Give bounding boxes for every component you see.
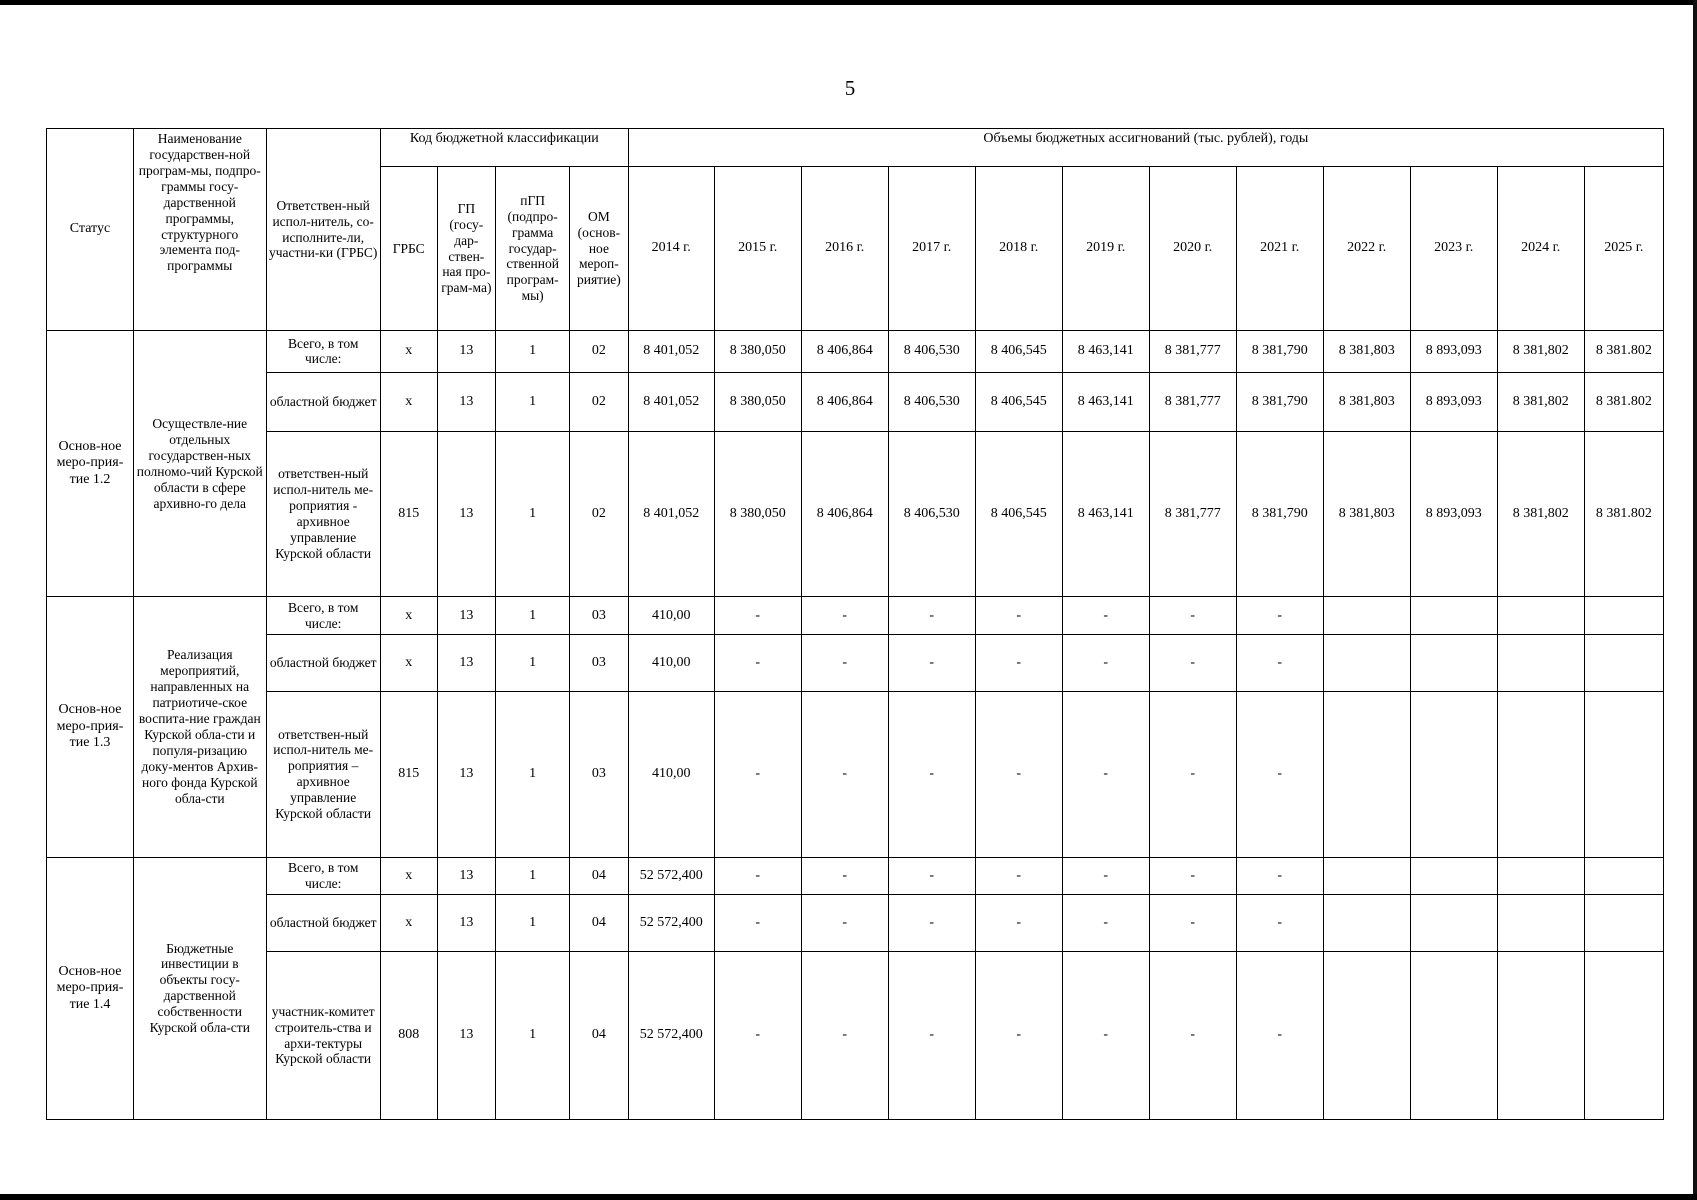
table-row: [47, 895, 1664, 952]
value-cell: [1584, 597, 1663, 635]
value-cell: 8 401,052: [628, 431, 714, 597]
value-cell: 8 381.802: [1584, 431, 1663, 597]
value-cell: [1323, 857, 1410, 895]
value-cell: 8 401,052: [628, 372, 714, 431]
value-cell: 8 893,093: [1410, 331, 1497, 373]
value-cell: 8 381,802: [1497, 331, 1584, 373]
header-year: 2018 г.: [975, 167, 1062, 331]
gp-cell: 13: [437, 952, 496, 1120]
header-year: 2019 г.: [1062, 167, 1149, 331]
value-cell: -: [1236, 952, 1323, 1120]
table-row: [47, 431, 1664, 597]
executor-cell: ответствен-ный испол-нитель ме-роприятия - архивное управление Курской области: [266, 431, 380, 597]
gp-cell: 13: [437, 331, 496, 373]
value-cell: [1584, 635, 1663, 692]
value-cell: -: [1062, 635, 1149, 692]
value-cell: 8 406,864: [801, 431, 888, 597]
table-row: [47, 372, 1664, 431]
header-executor: Ответствен-ный испол-нитель, со-исполните-ли, участни-ки (ГРБС): [266, 129, 380, 331]
value-cell: -: [888, 597, 975, 635]
om-cell: 04: [570, 857, 629, 895]
value-cell: -: [714, 691, 801, 857]
table-row: [47, 331, 1664, 373]
grbs-cell: х: [380, 857, 437, 895]
gp-cell: 13: [437, 597, 496, 635]
om-cell: 03: [570, 597, 629, 635]
value-cell: [1584, 857, 1663, 895]
value-cell: -: [975, 857, 1062, 895]
om-cell: 03: [570, 635, 629, 692]
value-cell: 8 463,141: [1062, 331, 1149, 373]
value-cell: 8 381,790: [1236, 331, 1323, 373]
value-cell: 8 893,093: [1410, 372, 1497, 431]
grbs-cell: х: [380, 597, 437, 635]
value-cell: -: [975, 952, 1062, 1120]
value-cell: [1323, 691, 1410, 857]
page-number: 5: [844, 76, 856, 100]
pgp-cell: 1: [496, 857, 570, 895]
gp-cell: 13: [437, 431, 496, 597]
value-cell: 410,00: [628, 597, 714, 635]
value-cell: 8 381,790: [1236, 431, 1323, 597]
header-om: ОМ (основ-ное мероп-риятие): [570, 167, 629, 331]
value-cell: -: [975, 597, 1062, 635]
pgp-cell: 1: [496, 372, 570, 431]
scan-edge-right: [1693, 0, 1697, 1200]
value-cell: -: [888, 635, 975, 692]
value-cell: -: [801, 857, 888, 895]
value-cell: -: [801, 952, 888, 1120]
header-year: 2017 г.: [888, 167, 975, 331]
pgp-cell: 1: [496, 431, 570, 597]
pgp-cell: 1: [496, 895, 570, 952]
om-cell: 02: [570, 372, 629, 431]
value-cell: [1323, 952, 1410, 1120]
value-cell: 410,00: [628, 691, 714, 857]
value-cell: 8 406,545: [975, 431, 1062, 597]
value-cell: -: [1236, 597, 1323, 635]
value-cell: -: [1149, 597, 1236, 635]
header-year: 2014 г.: [628, 167, 714, 331]
pgp-cell: 1: [496, 331, 570, 373]
value-cell: [1410, 895, 1497, 952]
gp-cell: 13: [437, 372, 496, 431]
gp-cell: 13: [437, 691, 496, 857]
budget-table: [46, 128, 1664, 1120]
om-cell: 03: [570, 691, 629, 857]
value-cell: -: [975, 691, 1062, 857]
value-cell: 8 406,545: [975, 372, 1062, 431]
value-cell: -: [1149, 635, 1236, 692]
grbs-cell: х: [380, 895, 437, 952]
om-cell: 04: [570, 895, 629, 952]
header-volumes: Объемы бюджетных ассигнований (тыс. рублей), годы: [628, 129, 1663, 167]
table-row: [47, 635, 1664, 692]
value-cell: -: [975, 635, 1062, 692]
pgp-cell: 1: [496, 635, 570, 692]
pgp-cell: 1: [496, 952, 570, 1120]
value-cell: -: [801, 691, 888, 857]
name-cell: Бюджетные инвестиции в объекты госу-дарственной собственности Курской обла-сти: [134, 857, 267, 1119]
executor-cell: участник-комитет строитель-ства и архи-тектуры Курской области: [266, 952, 380, 1120]
value-cell: [1323, 895, 1410, 952]
value-cell: 8 381,803: [1323, 431, 1410, 597]
header-year: 2020 г.: [1149, 167, 1236, 331]
value-cell: [1323, 635, 1410, 692]
pgp-cell: 1: [496, 597, 570, 635]
value-cell: -: [888, 952, 975, 1120]
scan-edge-bottom: [0, 1194, 1697, 1200]
status-cell: Основ-ное меро-прия-тие 1.2: [47, 331, 134, 597]
value-cell: [1497, 635, 1584, 692]
value-cell: -: [714, 635, 801, 692]
value-cell: 8 406,864: [801, 372, 888, 431]
value-cell: -: [714, 857, 801, 895]
executor-cell: областной бюджет: [266, 635, 380, 692]
value-cell: 8 406,530: [888, 431, 975, 597]
value-cell: 8 406,530: [888, 331, 975, 373]
gp-cell: 13: [437, 857, 496, 895]
value-cell: [1584, 952, 1663, 1120]
table-row: [47, 952, 1664, 1120]
value-cell: [1410, 597, 1497, 635]
value-cell: 8 381,803: [1323, 331, 1410, 373]
table-header: [47, 129, 1664, 331]
pgp-cell: 1: [496, 691, 570, 857]
header-name: Наименование государствен-ной програм-мы, подпро-граммы госу-дарственной программы, структурного элемента под-программы: [134, 129, 267, 331]
grbs-cell: 815: [380, 431, 437, 597]
om-cell: 04: [570, 952, 629, 1120]
om-cell: 02: [570, 431, 629, 597]
value-cell: [1323, 597, 1410, 635]
value-cell: 8 381,790: [1236, 372, 1323, 431]
value-cell: -: [714, 597, 801, 635]
value-cell: [1497, 895, 1584, 952]
value-cell: -: [888, 857, 975, 895]
header-year: 2024 г.: [1497, 167, 1584, 331]
value-cell: -: [1062, 597, 1149, 635]
value-cell: -: [888, 691, 975, 857]
value-cell: -: [1236, 635, 1323, 692]
value-cell: [1497, 952, 1584, 1120]
value-cell: -: [888, 895, 975, 952]
header-grbs: ГРБС: [380, 167, 437, 331]
value-cell: -: [1149, 691, 1236, 857]
value-cell: 8 381.802: [1584, 372, 1663, 431]
value-cell: [1497, 597, 1584, 635]
table-row: [47, 857, 1664, 895]
value-cell: [1584, 691, 1663, 857]
value-cell: [1584, 895, 1663, 952]
value-cell: [1410, 857, 1497, 895]
value-cell: 52 572,400: [628, 895, 714, 952]
value-cell: 410,00: [628, 635, 714, 692]
executor-cell: областной бюджет: [266, 895, 380, 952]
grbs-cell: 808: [380, 952, 437, 1120]
value-cell: 8 381,777: [1149, 431, 1236, 597]
table-body: [47, 331, 1664, 1120]
status-cell: Основ-ное меро-прия-тие 1.3: [47, 597, 134, 857]
grbs-cell: х: [380, 372, 437, 431]
value-cell: -: [1236, 895, 1323, 952]
value-cell: -: [1062, 691, 1149, 857]
value-cell: 8 463,141: [1062, 431, 1149, 597]
value-cell: 8 381,802: [1497, 372, 1584, 431]
gp-cell: 13: [437, 895, 496, 952]
value-cell: 8 406,530: [888, 372, 975, 431]
header-year: 2015 г.: [714, 167, 801, 331]
header-year: 2022 г.: [1323, 167, 1410, 331]
om-cell: 02: [570, 331, 629, 373]
value-cell: -: [1236, 691, 1323, 857]
value-cell: 8 380,050: [714, 431, 801, 597]
header-year: 2021 г.: [1236, 167, 1323, 331]
executor-cell: областной бюджет: [266, 372, 380, 431]
value-cell: 8 893,093: [1410, 431, 1497, 597]
grbs-cell: х: [380, 635, 437, 692]
header-budget-code: Код бюджетной классификации: [380, 129, 628, 167]
value-cell: 8 381,802: [1497, 431, 1584, 597]
value-cell: 8 381.802: [1584, 331, 1663, 373]
header-year: 2025 г.: [1584, 167, 1663, 331]
gp-cell: 13: [437, 635, 496, 692]
value-cell: -: [1149, 952, 1236, 1120]
value-cell: [1497, 857, 1584, 895]
value-cell: -: [801, 895, 888, 952]
value-cell: -: [714, 952, 801, 1120]
value-cell: 8 463,141: [1062, 372, 1149, 431]
value-cell: 8 380,050: [714, 331, 801, 373]
value-cell: -: [714, 895, 801, 952]
name-cell: Реализация мероприятий, направленных на патриотиче-ское воспита-ние граждан Курской обла-сти и популя-ризацию доку-ментов Архив-ного фонда Курской обла-сти: [134, 597, 267, 857]
value-cell: 8 401,052: [628, 331, 714, 373]
value-cell: 8 406,864: [801, 331, 888, 373]
value-cell: 52 572,400: [628, 857, 714, 895]
value-cell: 8 406,545: [975, 331, 1062, 373]
grbs-cell: 815: [380, 691, 437, 857]
value-cell: [1497, 691, 1584, 857]
table-row: [47, 691, 1664, 857]
header-status: Статус: [47, 129, 134, 331]
status-cell: Основ-ное меро-прия-тие 1.4: [47, 857, 134, 1119]
value-cell: -: [1062, 895, 1149, 952]
table-row: [47, 597, 1664, 635]
executor-cell: Всего, в том числе:: [266, 331, 380, 373]
header-gp: ГП (госу-дар-ствен-ная про-грам-ма): [437, 167, 496, 331]
value-cell: 8 381,777: [1149, 372, 1236, 431]
header-row-top: [47, 129, 1664, 167]
value-cell: -: [1236, 857, 1323, 895]
value-cell: 8 381,777: [1149, 331, 1236, 373]
value-cell: -: [1062, 952, 1149, 1120]
value-cell: 52 572,400: [628, 952, 714, 1120]
value-cell: -: [1149, 857, 1236, 895]
value-cell: -: [801, 597, 888, 635]
value-cell: [1410, 691, 1497, 857]
value-cell: [1410, 952, 1497, 1120]
executor-cell: Всего, в том числе:: [266, 857, 380, 895]
value-cell: -: [975, 895, 1062, 952]
header-year: 2023 г.: [1410, 167, 1497, 331]
executor-cell: ответствен-ный испол-нитель ме-роприятия – архивное управление Курской области: [266, 691, 380, 857]
grbs-cell: х: [380, 331, 437, 373]
value-cell: -: [1062, 857, 1149, 895]
value-cell: -: [1149, 895, 1236, 952]
name-cell: Осуществле-ние отдельных государствен-ных полномо-чий Курской области в сфере архивно-го дела: [134, 331, 267, 597]
value-cell: [1410, 635, 1497, 692]
value-cell: -: [801, 635, 888, 692]
value-cell: 8 380,050: [714, 372, 801, 431]
header-year: 2016 г.: [801, 167, 888, 331]
scan-edge-top: [0, 0, 1697, 5]
executor-cell: Всего, в том числе:: [266, 597, 380, 635]
header-pgp: пГП (подпро-грамма государ-ственной програм-мы): [496, 167, 570, 331]
value-cell: 8 381,803: [1323, 372, 1410, 431]
